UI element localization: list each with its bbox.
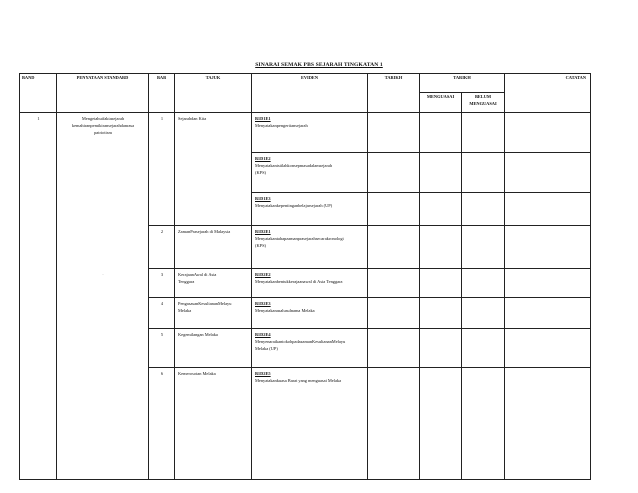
tajuk-cell [175, 368, 252, 480]
evidence-text: Melaka (UP) [255, 346, 278, 352]
evidence-text: Menyatakankuasa Barat yang menguasai Melaka [255, 378, 342, 384]
menguasai-cell[interactable] [420, 226, 462, 269]
tarikh-cell[interactable] [368, 113, 420, 153]
catatan-cell[interactable] [505, 226, 591, 269]
tajuk-line: Kegemilangan Melaka [178, 332, 218, 337]
tajuk-line: Kemerosotan Melaka [178, 371, 216, 376]
evidence-cell [252, 193, 368, 226]
catatan-cell[interactable] [505, 298, 591, 329]
tarikh-cell[interactable] [368, 226, 420, 269]
checklist-table [19, 73, 591, 480]
belum-menguasai-cell[interactable] [462, 298, 505, 329]
evidence-code: B1D2E5 [255, 371, 271, 376]
belum-menguasai-cell[interactable] [462, 329, 505, 368]
tajuk-line: Melaka [178, 308, 192, 314]
header-menguasai-2: MENGUASAI [469, 101, 497, 107]
belum-menguasai-cell[interactable] [462, 113, 505, 153]
menguasai-cell[interactable] [420, 153, 462, 193]
tajuk-line: ZamanPrasejarah di Malaysia [178, 229, 231, 234]
evidence-code: B1D2E3 [255, 301, 271, 306]
evidence-text: Menyatakanbentukkerajaanawal di Asia Tenggara [255, 279, 343, 285]
evidence-cell [252, 329, 368, 368]
header-band: BAND [20, 74, 57, 113]
header-belum: BELUM [474, 94, 492, 99]
catatan-cell[interactable] [505, 368, 591, 480]
evidence-text: MenyenaraikantokohpadazamanKesultananMelayu [255, 339, 346, 345]
tarikh-cell[interactable] [368, 269, 420, 298]
tarikh-cell[interactable] [368, 298, 420, 329]
belum-menguasai-cell[interactable] [462, 368, 505, 480]
belum-menguasai-cell[interactable] [462, 269, 505, 298]
evidence-text: Menyatakankepentinganbelajarsejarah (UP) [255, 203, 333, 209]
standard-line: kemahiranpemikiransejarahdanrasa [71, 123, 135, 129]
standard-cell [57, 113, 149, 480]
evidence-code: B1D2E2 [255, 272, 271, 277]
footnote-mark: . [102, 271, 104, 277]
evidence-cell [252, 226, 368, 269]
evidence-code: B1D2E4 [255, 332, 271, 337]
belum-menguasai-cell[interactable] [462, 193, 505, 226]
bab-cell: 1 [149, 113, 175, 226]
tajuk-cell [175, 298, 252, 329]
menguasai-cell[interactable] [420, 193, 462, 226]
header-tajuk: TAJUK [175, 74, 252, 113]
catatan-cell[interactable] [505, 193, 591, 226]
tarikh-cell[interactable] [368, 368, 420, 480]
tarikh-cell[interactable] [368, 329, 420, 368]
bab-cell: 6 [149, 368, 175, 480]
header-eviden: EVIDEN [252, 74, 368, 113]
header-menguasai: MENGUASAI [420, 93, 462, 113]
catatan-cell[interactable] [505, 113, 591, 153]
belum-menguasai-cell[interactable] [462, 226, 505, 269]
tajuk-cell [175, 269, 252, 298]
evidence-text: (KPS) [255, 243, 266, 249]
header-row [20, 74, 591, 93]
bab-cell: 2 [149, 226, 175, 269]
belum-menguasai-cell[interactable] [462, 153, 505, 193]
tajuk-line: PengasasanKesultananMelayu [178, 301, 232, 306]
band-cell: 1 [20, 113, 57, 480]
bab-cell: 3 [149, 269, 175, 298]
header-bab: BAB [149, 74, 175, 113]
tajuk-line: Sejarahdan Kita [178, 116, 207, 121]
menguasai-cell[interactable] [420, 298, 462, 329]
table-row [20, 113, 591, 153]
evidence-cell [252, 113, 368, 153]
bab-cell: 5 [149, 329, 175, 368]
evidence-cell [252, 298, 368, 329]
menguasai-cell[interactable] [420, 269, 462, 298]
catatan-cell[interactable] [505, 269, 591, 298]
menguasai-cell[interactable] [420, 368, 462, 480]
menguasai-cell[interactable] [420, 113, 462, 153]
evidence-code: B1D1E1 [255, 116, 271, 121]
tajuk-cell [175, 329, 252, 368]
evidence-text: Menyatakanasalusulnama Melaka [255, 308, 315, 314]
tarikh-cell[interactable] [368, 153, 420, 193]
tarikh-cell[interactable] [368, 193, 420, 226]
evidence-cell [252, 153, 368, 193]
tajuk-cell [175, 226, 252, 269]
evidence-text: Menyatakanpengertiansejarah [255, 123, 308, 129]
tajuk-cell [175, 113, 252, 226]
evidence-code: B1D2E1 [255, 229, 271, 234]
evidence-cell [252, 368, 368, 480]
tajuk-line: Tenggara [178, 279, 195, 285]
tajuk-line: KerajaanAwal di Asia [178, 272, 217, 277]
header-pernyataan: PENYATAAN STANDARD [57, 74, 149, 113]
header-tarikh: TARIKH [368, 74, 420, 113]
evidence-cell [252, 269, 368, 298]
standard-line: Mengetahuifaktasejarah [81, 116, 125, 121]
page-title: SINARAI SEMAK PBS SEJARAH TINGKATAN 1 [255, 62, 383, 68]
bab-cell: 4 [149, 298, 175, 329]
catatan-cell[interactable] [505, 329, 591, 368]
catatan-cell[interactable] [505, 153, 591, 193]
menguasai-cell[interactable] [420, 329, 462, 368]
evidence-text: Menyatakantahapzamanprasejarahsecarakronologi [255, 236, 344, 242]
standard-line: patriotism [94, 130, 112, 136]
evidence-code: B1D1E2 [255, 156, 271, 161]
header-belum-menguasai [462, 93, 505, 113]
header-catatan: CATATAN [505, 74, 591, 113]
evidence-text: (KPS) [255, 170, 266, 176]
evidence-text: Menyatakanistilahkonsepmasadalamsejarah [255, 163, 333, 169]
evidence-code: B1D1E3 [255, 196, 271, 201]
header-tarikh-group: TARIKH [420, 74, 505, 93]
